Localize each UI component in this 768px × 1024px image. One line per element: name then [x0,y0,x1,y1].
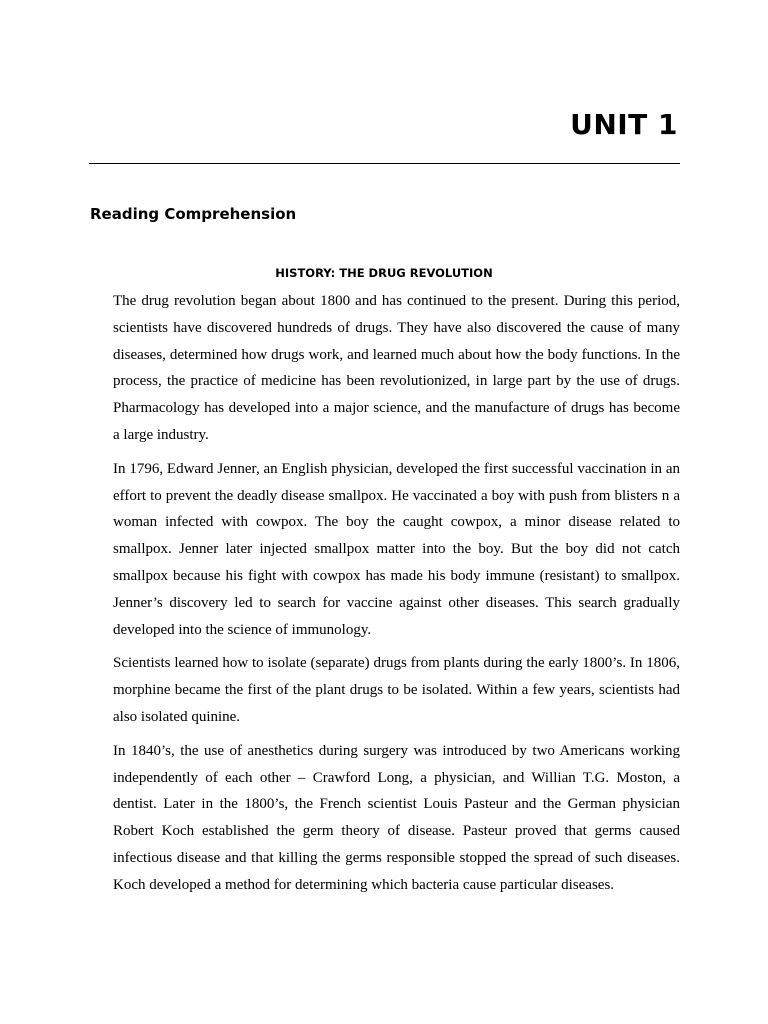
section-title: Reading Comprehension [90,205,297,223]
paragraph: In 1796, Edward Jenner, an English physician, developed the first successful vaccination in an effort to prevent the deadly disease smallpox. He vaccinated a boy with push from blisters n a woman infected with cowpox. The boy the caught cowpox, a minor disease related to smallpox. Jenner later injected smallpox matter into the boy. But the boy did not catch smallpox because his fight with cowpox has made his body immune (resistant) to smallpox. Jenner’s discovery led to search for vaccine against other diseases. This search gradually developed into the science of immunology. [113,460,680,638]
header-divider [89,163,680,164]
paragraph: The drug revolution began about 1800 and has continued to the present. During this period, scientists have discovered hundreds of drugs. They have also discovered the cause of many diseases, determined how drugs work, and learned much about how the body functions. In the process, the practice of medicine has been revolutionized, in large part by the use of drugs. Pharmacology has developed into a major science, and the manufacture of drugs has become a large industry. [113,293,680,443]
unit-title: UNIT 1 [570,108,678,141]
paragraph: Scientists learned how to isolate (separate) drugs from plants during the early 1800’s. In 1806, morphine became the first of the plant drugs to be isolated. Within a few years, scientists had also isolated quinine. [113,655,680,725]
article-body [113,288,680,906]
article-title: HISTORY: THE DRUG REVOLUTION [275,266,493,280]
paragraph: In 1840’s, the use of anesthetics during surgery was introduced by two Americans working independently of each other – Crawford Long, a physician, and Willian T.G. Moston, a dentist. Later in the 1800’s, the French scientist Louis Pasteur and the German physician Robert Koch established the germ theory of disease. Pasteur proved that germs caused infectious disease and that killing the germs responsible stopped the spread of such diseases. Koch developed a method for determining which bacteria cause particular diseases. [113,742,680,893]
